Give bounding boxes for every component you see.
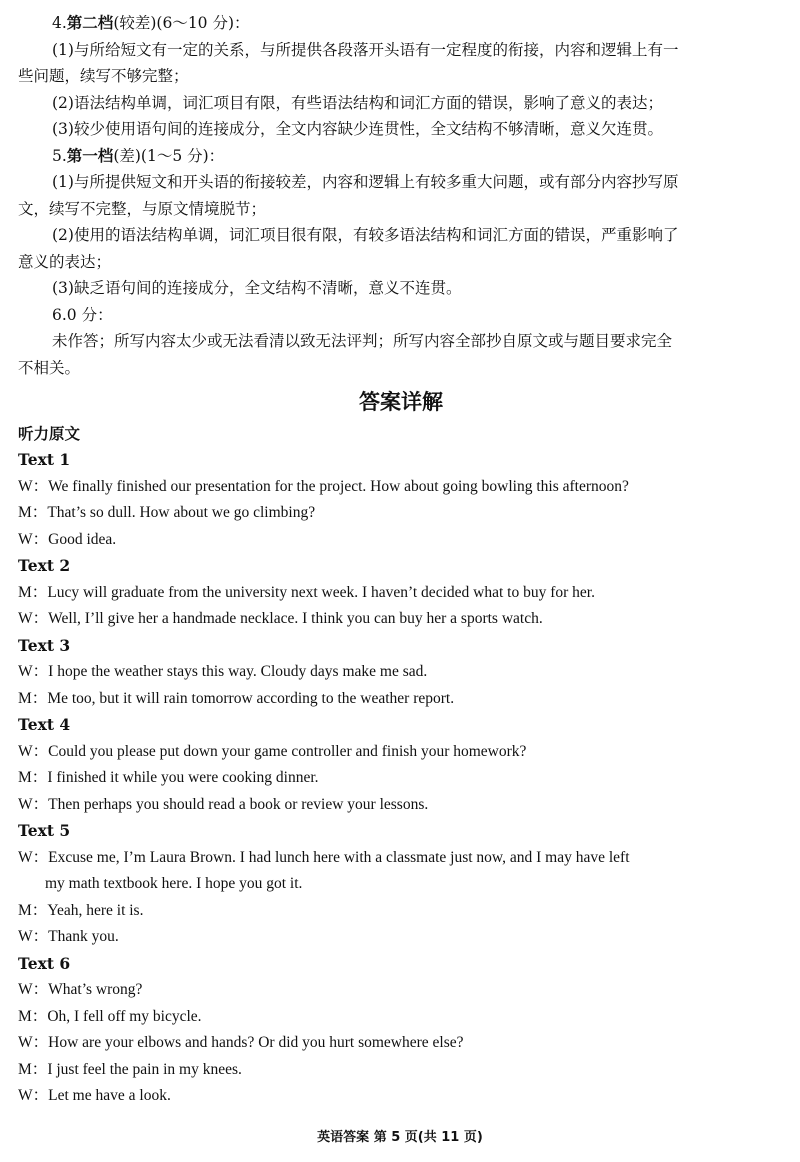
- speaker-separator: ：: [32, 848, 49, 866]
- dialogue-text: Could you please put down your game controller and finish your homework?: [48, 742, 527, 760]
- speaker-separator: ：: [32, 742, 49, 760]
- speaker-label: M: [18, 583, 32, 601]
- dialogue-line: [18, 580, 784, 607]
- dialogue-text: Yeah, here it is.: [47, 901, 144, 919]
- speaker-label: W: [18, 848, 33, 866]
- level4-item-1: (1)与所给短文有一定的关系，与所提供各段落开头语有一定程度的衔接，内容和逻辑上有一: [52, 40, 679, 59]
- speaker-separator: ：: [32, 663, 49, 680]
- speaker-separator: ：: [32, 981, 49, 998]
- dialogue-line: [18, 527, 784, 554]
- dialogue-line: [18, 1004, 784, 1031]
- speaker-label: M: [18, 901, 32, 919]
- level5-item-1: (1)与所提供短文和开头语的衔接较差，内容和逻辑上有较多重大问题，或有部分内容抄写原: [52, 173, 679, 191]
- dialogue-text: What’s wrong?: [48, 981, 143, 998]
- level6-item: 未作答；所写内容太少或无法看清以致无法评判；所写内容全部抄自原文或与题目要求完全: [52, 332, 673, 350]
- dialogue-line: [18, 474, 784, 501]
- dialogue-text: Thank you.: [48, 928, 119, 945]
- dialogue-line: [18, 924, 784, 951]
- speaker-label: M: [18, 769, 32, 786]
- level5-heading: [18, 143, 784, 170]
- speaker-label: W: [18, 1034, 33, 1051]
- speaker-separator: ：: [31, 504, 48, 521]
- dialogue-text: Good idea.: [48, 530, 117, 548]
- page-footer: 英语答案 第 5 页(共 11 页): [317, 1130, 483, 1145]
- transcript: [18, 447, 784, 1110]
- speaker-label: W: [18, 1087, 33, 1104]
- dialogue-text: How are your elbows and hands? Or did you hurt somewhere else?: [48, 1034, 464, 1051]
- text-label: Text 1: [18, 450, 71, 469]
- speaker-label: W: [18, 663, 33, 680]
- dialogue-line: [18, 739, 784, 766]
- dialogue-line: [18, 686, 784, 713]
- dialogue-line: [18, 1030, 784, 1057]
- level5-item-2-cont: 意义的表达；: [18, 252, 112, 271]
- speaker-separator: ：: [32, 928, 49, 945]
- level6-item-cont: 不相关。: [18, 358, 81, 377]
- dialogue-line: [18, 792, 784, 819]
- dialogue-line: [18, 1083, 784, 1110]
- dialogue-text: Me too, but it will rain tomorrow according to the weather report.: [47, 689, 455, 707]
- text-label: Text 3: [18, 635, 71, 655]
- level5-item-2: (2)使用的语法结构单调，词汇项目很有限，有较多语法结构和词汇方面的错误，严重影响了: [52, 226, 679, 244]
- speaker-separator: ：: [31, 689, 48, 707]
- dialogue-line: [18, 1057, 784, 1084]
- level5-item-1-cont: 文，续写不完整，与原文情境脱节；: [18, 199, 267, 218]
- dialogue-line: [18, 765, 784, 792]
- text-label: Text 6: [18, 953, 71, 973]
- speaker-label: W: [18, 981, 33, 998]
- dialogue-text: I just feel the pain in my knees.: [47, 1060, 242, 1078]
- dialogue-line: [18, 500, 784, 527]
- speaker-separator: ：: [31, 769, 48, 786]
- speaker-separator: ：: [32, 477, 49, 495]
- dialogue-text: Oh, I fell off my bicycle.: [47, 1007, 202, 1025]
- speaker-label: W: [18, 795, 33, 813]
- speaker-label: W: [18, 530, 33, 548]
- speaker-separator: ：: [32, 610, 49, 627]
- speaker-separator: ：: [31, 901, 48, 919]
- dialogue-line-cont: my math textbook here. I hope you got it.: [45, 875, 303, 892]
- level6-heading: 6.0 分：: [52, 305, 113, 324]
- text-label: Text 4: [18, 715, 71, 734]
- speaker-separator: ：: [32, 1034, 49, 1051]
- level4-item-3: (3)较少使用语句间的连接成分，全文内容缺少连贯性，全文结构不够清晰，意义欠连贯。: [52, 120, 663, 138]
- speaker-separator: ：: [31, 1007, 48, 1025]
- speaker-label: M: [18, 1060, 32, 1078]
- dialogue-text: I finished it while you were cooking dinner.: [47, 769, 319, 786]
- level4-heading: [18, 10, 784, 37]
- dialogue-line: [18, 606, 784, 633]
- dialogue-text: Excuse me, I’m Laura Brown. I had lunch here with a classmate just now, and I may have left: [48, 848, 630, 866]
- speaker-label: W: [18, 742, 33, 760]
- text-label: Text 5: [18, 821, 71, 840]
- level4-item-2: (2)语法结构单调，词汇项目有限，有些语法结构和词汇方面的错误，影响了意义的表达；: [52, 93, 663, 112]
- level5-number: 5.: [52, 146, 67, 165]
- dialogue-text: Let me have a look.: [48, 1087, 171, 1104]
- level4-range: (较差)(6～10 分)：: [113, 14, 250, 32]
- speaker-label: W: [18, 477, 33, 495]
- level4-number: 4.: [52, 14, 67, 32]
- level5-item-3: (3)缺乏语句间的连接成分，全文结构不清晰，意义不连贯。: [52, 279, 462, 297]
- dialogue-text: Lucy will graduate from the university next week. I haven’t decided what to buy for her.: [47, 583, 595, 601]
- text-label: Text 2: [18, 556, 71, 575]
- speaker-separator: ：: [32, 530, 49, 548]
- level5-range: (差)(1～5 分)：: [113, 146, 225, 165]
- level5-title: 第一档: [66, 145, 114, 165]
- dialogue-text: That’s so dull. How about we go climbing?: [47, 504, 316, 521]
- speaker-separator: ：: [31, 583, 48, 601]
- speaker-label: M: [18, 504, 32, 521]
- speaker-label: M: [18, 1007, 32, 1025]
- dialogue-text: We finally finished our presentation for the project. How about going bowling this afternoon?: [48, 477, 629, 495]
- dialogue-text: I hope the weather stays this way. Cloudy days make me sad.: [48, 663, 428, 680]
- level4-item-1-cont: 些问题，续写不够完整；: [18, 67, 189, 85]
- speaker-separator: ：: [32, 1087, 49, 1104]
- speaker-label: M: [18, 689, 32, 707]
- speaker-label: W: [18, 928, 33, 945]
- speaker-label: W: [18, 610, 33, 627]
- dialogue-line: [18, 898, 784, 925]
- dialogue-text: Then perhaps you should read a book or review your lessons.: [48, 795, 429, 813]
- section-title: 听力原文: [18, 425, 81, 443]
- speaker-separator: ：: [31, 1060, 48, 1078]
- dialogue-line: [18, 845, 784, 872]
- speaker-separator: ：: [32, 795, 49, 813]
- dialogue-line: [18, 977, 784, 1004]
- dialogue-text: Well, I’ll give her a handmade necklace. I think you can buy her a sports watch.: [48, 610, 543, 627]
- level4-title: 第二档: [66, 13, 114, 32]
- dialogue-line: [18, 659, 784, 686]
- answer-title: 答案详解: [359, 390, 443, 414]
